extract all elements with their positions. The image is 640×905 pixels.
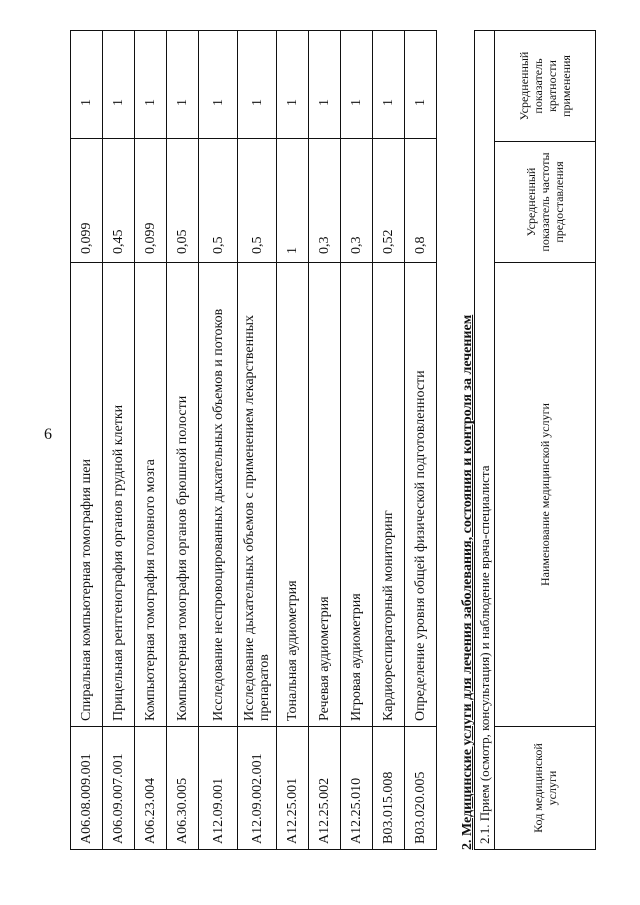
cell-name: Игровая аудиометрия [341,263,373,727]
cell-name: Определение уровня общей физической подготовленности [405,263,437,727]
table-row [103,31,135,850]
cell-multiplicity: 1 [199,31,238,139]
cell-multiplicity: 1 [135,31,167,139]
cell-name: Кардиореспираторный мониторинг [373,263,405,727]
cell-frequency: 1 [277,139,309,263]
cell-multiplicity: 1 [71,31,103,139]
cell-frequency: 0,5 [199,139,238,263]
cell-multiplicity: 1 [309,31,341,139]
cell-frequency: 0,3 [309,139,341,263]
header-multiplicity: Усредненный показатель кратности применения [495,31,596,142]
cell-code: A06.30.005 [167,727,199,850]
cell-code: A06.23.004 [135,727,167,850]
table-row [373,31,405,850]
table-row [167,31,199,850]
cell-code: A06.09.007.001 [103,727,135,850]
cell-name: Исследование дыхательных объемов с применением лекарственных препаратов [238,263,277,727]
cell-code: A06.08.009.001 [71,727,103,850]
cell-name: Прицельная рентгенография органов грудной клетки [103,263,135,727]
cell-name: Компьютерная томография головного мозга [135,263,167,727]
cell-code: A12.25.002 [309,727,341,850]
cell-name: Речевая аудиометрия [309,263,341,727]
header-code: Код медицинской услуги [495,727,596,850]
table-row [135,31,167,850]
cell-name: Тональная аудиометрия [277,263,309,727]
table-row [71,31,103,850]
cell-code: B03.015.008 [373,727,405,850]
table-row [199,31,238,850]
cell-frequency: 0,45 [103,139,135,263]
cell-name: Компьютерная томография органов брюшной полости [167,263,199,727]
cell-frequency: 0,3 [341,139,373,263]
cell-code: A12.09.001 [199,727,238,850]
cell-frequency: 0,5 [238,139,277,263]
services-table [70,30,437,850]
table-header-row [495,31,596,850]
cell-frequency: 0,099 [135,139,167,263]
table-row [309,31,341,850]
section-2-title: 2. Медицинские услуги для лечения заболевания, состояния и контроля за лечением [460,314,475,850]
cell-multiplicity: 1 [277,31,309,139]
cell-name: Исследование неспровоцированных дыхательных объемов и потоков [199,263,238,727]
section-2-1-table [474,30,596,850]
table-row [238,31,277,850]
cell-code: A12.09.002.001 [238,727,277,850]
rotated-page-content [20,20,620,880]
cell-code: B03.020.005 [405,727,437,850]
cell-multiplicity: 1 [167,31,199,139]
cell-multiplicity: 1 [103,31,135,139]
cell-frequency: 0,099 [71,139,103,263]
cell-frequency: 0,52 [373,139,405,263]
cell-frequency: 0,8 [405,139,437,263]
header-frequency: Усредненный показатель частоты предоставления [495,142,596,263]
cell-multiplicity: 1 [405,31,437,139]
table-row [277,31,309,850]
cell-multiplicity: 1 [341,31,373,139]
cell-name: Спиральная компьютерная томография шеи [71,263,103,727]
header-name: Наименование медицинской услуги [495,263,596,727]
cell-code: A12.25.001 [277,727,309,850]
cell-frequency: 0,05 [167,139,199,263]
page-number: 6 [44,426,52,443]
cell-multiplicity: 1 [238,31,277,139]
cell-multiplicity: 1 [373,31,405,139]
cell-code: A12.25.010 [341,727,373,850]
table-row [405,31,437,850]
table-row [341,31,373,850]
subsection-title: 2.1. Прием (осмотр, консультация) и наблюдение врача-специалиста [475,31,495,850]
